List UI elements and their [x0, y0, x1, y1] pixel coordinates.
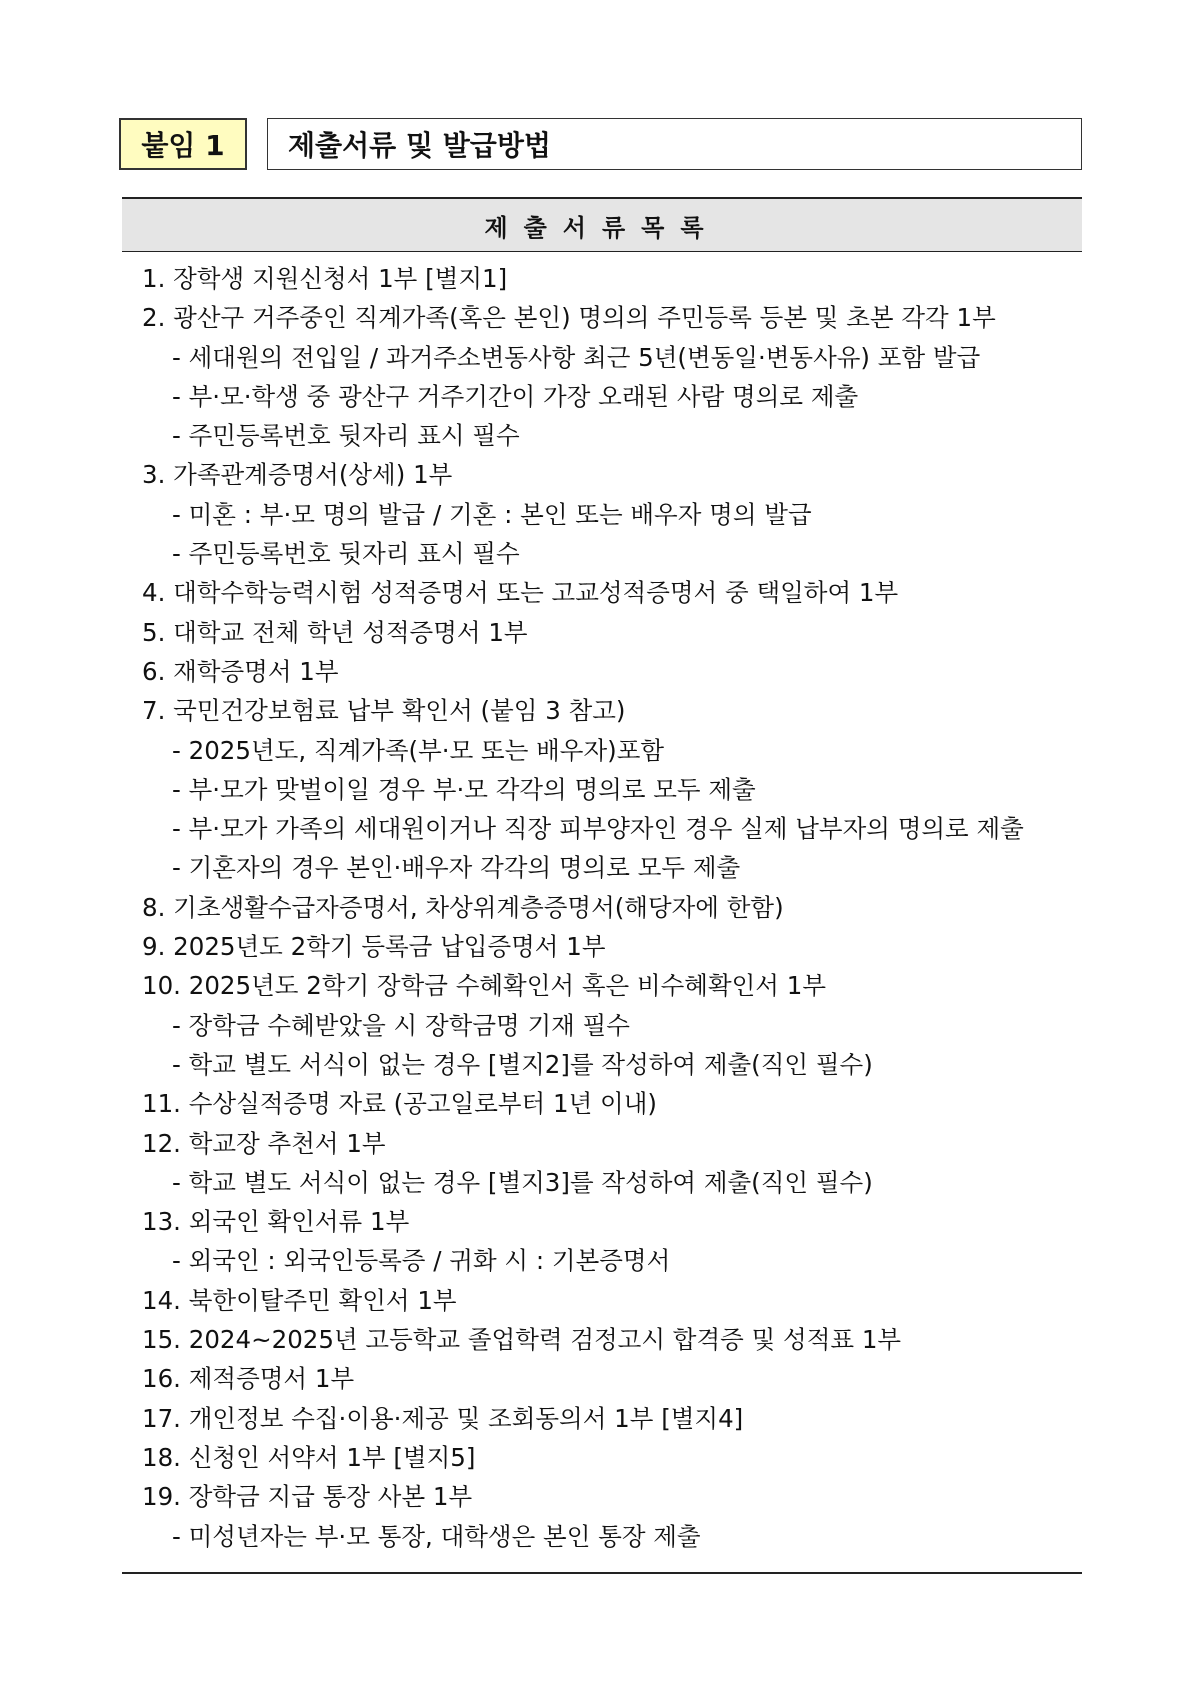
list-sub-item: - 학교 별도 서식이 없는 경우 [별지3]를 작성하여 제출(직인 필수): [172, 1167, 873, 1197]
list-item: 19. 장학금 지급 통장 사본 1부: [142, 1482, 473, 1512]
list-item: 12. 학교장 추천서 1부: [142, 1128, 386, 1158]
list-item: 3. 가족관계증명서(상세) 1부: [142, 460, 453, 490]
attachment-badge: [119, 118, 247, 170]
list-sub-item: - 2025년도, 직계가족(부·모 또는 배우자)포함: [172, 735, 665, 765]
list-item: 10. 2025년도 2학기 장학금 수혜확인서 혹은 비수혜확인서 1부: [142, 971, 827, 1001]
list-sub-item: - 부·모가 가족의 세대원이거나 직장 피부양자인 경우 실제 납부자의 명의로 제출: [172, 814, 1024, 844]
list-item: 5. 대학교 전체 학년 성적증명서 1부: [142, 617, 528, 647]
page-title-text: 제출서류 및 발급방법: [288, 129, 551, 162]
list-item: 8. 기초생활수급자증명서, 차상위계층증명서(해당자에 한함): [142, 892, 784, 922]
list-item: 4. 대학수학능력시험 성적증명서 또는 고교성적증명서 중 택일하여 1부: [142, 578, 899, 608]
list-item: 16. 제적증명서 1부: [142, 1364, 355, 1394]
list-sub-item: - 미성년자는 부·모 통장, 대학생은 본인 통장 제출: [172, 1521, 701, 1551]
list-item: 17. 개인정보 수집·이용·제공 및 조회동의서 1부 [별지4]: [142, 1403, 744, 1433]
list-sub-item: - 주민등록번호 뒷자리 표시 필수: [172, 539, 520, 569]
list-sub-item: - 외국인 : 외국인등록증 / 귀화 시 : 기본증명서: [172, 1246, 671, 1276]
list-item: 2. 광산구 거주중인 직계가족(혹은 본인) 명의의 주민등록 등본 및 초본 각각 1부: [142, 303, 996, 333]
list-sub-item: - 장학금 수혜받았을 시 장학금명 기재 필수: [172, 1010, 630, 1040]
list-item: 9. 2025년도 2학기 등록금 납입증명서 1부: [142, 932, 606, 962]
document-list: [142, 259, 1082, 1556]
bottom-divider: [122, 1572, 1082, 1574]
list-sub-item: - 부·모·학생 중 광산구 거주기간이 가장 오래된 사람 명의로 제출: [172, 381, 859, 411]
list-item: 1. 장학생 지원신청서 1부 [별지1]: [142, 264, 508, 293]
list-item: 14. 북한이탈주민 확인서 1부: [142, 1285, 457, 1315]
list-item: 7. 국민건강보험료 납부 확인서 (붙임 3 참고): [142, 696, 626, 726]
document-list-header: [122, 199, 1082, 252]
list-sub-item: - 미혼 : 부·모 명의 발급 / 기혼 : 본인 또는 배우자 명의 발급: [172, 499, 812, 529]
list-sub-item: - 학교 별도 서식이 없는 경우 [별지2]를 작성하여 제출(직인 필수): [172, 1049, 873, 1079]
document-list-title: 제출서류목록: [484, 213, 720, 242]
attachment-badge-label: 붙임 1: [141, 129, 225, 162]
list-item: 6. 재학증명서 1부: [142, 656, 339, 686]
list-item: 15. 2024~2025년 고등학교 졸업학력 검정고시 합격증 및 성적표 1부: [142, 1325, 902, 1355]
list-item: 13. 외국인 확인서류 1부: [142, 1207, 410, 1237]
page-title: [267, 118, 1082, 170]
list-sub-item: - 기혼자의 경우 본인·배우자 각각의 명의로 모두 제출: [172, 853, 741, 883]
list-sub-item: - 주민등록번호 뒷자리 표시 필수: [172, 421, 520, 451]
list-item: 18. 신청인 서약서 1부 [별지5]: [142, 1442, 476, 1472]
list-sub-item: - 세대원의 전입일 / 과거주소변동사항 최근 5년(변동일·변동사유) 포함 발급: [172, 342, 981, 372]
list-item: 11. 수상실적증명 자료 (공고일로부터 1년 이내): [142, 1089, 657, 1119]
list-sub-item: - 부·모가 맞벌이일 경우 부·모 각각의 명의로 모두 제출: [172, 774, 756, 804]
